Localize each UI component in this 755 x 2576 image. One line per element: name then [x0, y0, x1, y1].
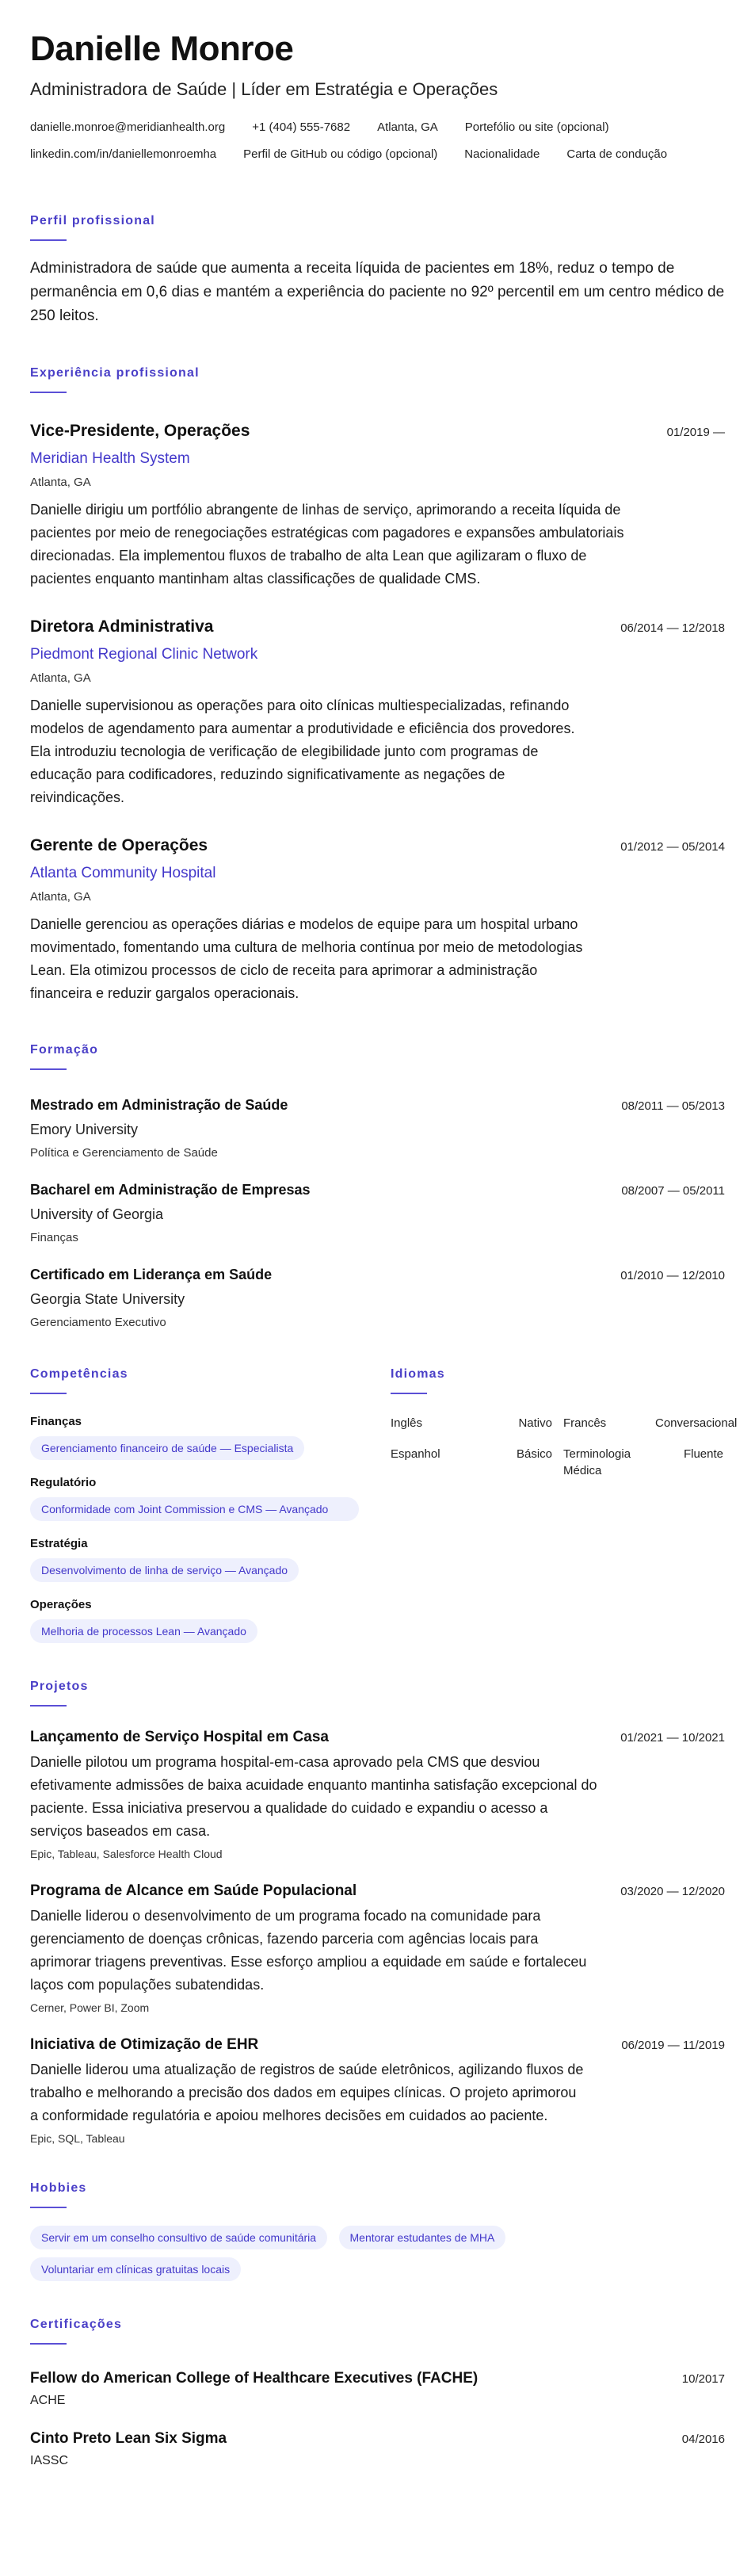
section-divider — [30, 2207, 67, 2208]
job-title: Vice-Presidente, Operações — [30, 422, 250, 441]
contact-portfolio[interactable]: Portefólio ou site (opcional) — [464, 120, 609, 135]
job-entry — [30, 836, 725, 1005]
education-school: University of Georgia — [30, 1206, 164, 1223]
contact-linkedin[interactable]: linkedin.com/in/daniellemonroemha — [30, 147, 217, 162]
job-description: Danielle gerenciou as operações diárias e modelos de equipe para um hospital urbano movimentado, fomentando uma cultura de melhoria contínua por meio de metodologias Lean. Ela otimizou processos de ciclo de receita para aprimorar a administração financeira e reduzir gargalos operacionais. — [30, 916, 583, 1002]
job-entry — [30, 617, 725, 809]
hobby-tag-list — [30, 2226, 569, 2289]
project-tech: Cerner, Power BI, Zoom — [30, 2001, 150, 2015]
section-divider — [30, 1393, 67, 1394]
profile-section — [30, 214, 725, 328]
candidate-name: Danielle Monroe — [30, 29, 294, 68]
job-date: 06/2014 — 12/2018 — [620, 621, 725, 636]
project-date: 06/2019 — 11/2019 — [621, 2039, 725, 2053]
education-date: 01/2010 — 12/2010 — [620, 1269, 725, 1283]
education-entry — [30, 1182, 725, 1244]
section-title: Idiomas — [391, 1367, 445, 1382]
skill-category: Regulatório — [30, 1476, 97, 1490]
certification-date: 04/2016 — [681, 2433, 725, 2447]
language-level: Básico — [516, 1447, 552, 1462]
job-date: 01/2012 — 05/2014 — [620, 840, 725, 854]
certifications-section — [30, 2318, 725, 2468]
hobby-tag: Voluntariar em clínicas gratuitas locais — [30, 2257, 241, 2281]
experience-section — [30, 366, 725, 1005]
language-level: Nativo — [518, 1416, 552, 1431]
job-location: Atlanta, GA — [30, 671, 91, 686]
education-degree: Bacharel em Administração de Empresas — [30, 1182, 311, 1198]
job-entry — [30, 422, 725, 590]
section-title: Competências — [30, 1367, 128, 1382]
language-level: Conversacional — [655, 1416, 738, 1431]
contact-github[interactable]: Perfil de GitHub ou código (opcional) — [243, 147, 438, 162]
section-divider — [30, 1705, 67, 1707]
project-tech: Epic, Tableau, Salesforce Health Cloud — [30, 1848, 223, 1861]
section-divider — [391, 1393, 427, 1394]
education-school: Georgia State University — [30, 1291, 185, 1308]
skill-group — [30, 1476, 391, 1521]
languages-section — [391, 1367, 738, 1643]
hobby-tag: Servir em um conselho consultivo de saúde comunitária — [30, 2226, 327, 2249]
profile-summary: Administradora de saúde que aumenta a receita líquida de pacientes em 18%, reduz o tempo de permanência em 0,6 dias e mantém a experiência do paciente no 92º percentil em um centro médico de 250 leitos. — [30, 260, 725, 325]
language-row — [391, 1446, 723, 1479]
job-location: Atlanta, GA — [30, 476, 91, 490]
skill-category: Finanças — [30, 1415, 82, 1429]
skill-tag: Conformidade com Joint Commission e CMS — Avançado — [30, 1497, 359, 1521]
job-title: Diretora Administrativa — [30, 617, 214, 636]
hobby-tag: Mentorar estudantes de MHA — [339, 2226, 506, 2249]
section-divider — [30, 1068, 67, 1070]
language-name: Terminologia Médica — [563, 1447, 631, 1478]
project-description: Danielle liderou uma atualização de registros de saúde eletrônicos, agilizando fluxos de trabalho e melhorando a precisão dos dados em equipes clínicas. O projeto aprimorou a conformidade regulatória e apoiou melhores decisões em cuidados ao paciente. — [30, 2062, 584, 2124]
education-field: Gerenciamento Executivo — [30, 1316, 166, 1330]
project-date: 03/2020 — 12/2020 — [620, 1885, 725, 1899]
skill-group — [30, 1598, 391, 1643]
education-degree: Mestrado em Administração de Saúde — [30, 1097, 288, 1114]
section-title: Experiência profissional — [30, 366, 200, 380]
education-field: Finanças — [30, 1231, 78, 1245]
skill-category: Operações — [30, 1598, 92, 1612]
job-location: Atlanta, GA — [30, 890, 91, 904]
section-divider — [30, 2343, 67, 2345]
job-description: Danielle supervisionou as operações para oito clínicas multiespecializadas, refinando modelos de agendamento para aumentar a produtividade e eficiência dos provedores. Ela introduziu tecnologia de verificação de elegibilidade junto com programas de educação para codificadores, reduzindo significativamente as negações de reivindicações. — [30, 698, 575, 806]
skill-tag: Gerenciamento financeiro de saúde — Especialista — [30, 1436, 304, 1460]
section-title: Formação — [30, 1043, 99, 1057]
certification-entry — [30, 2370, 725, 2408]
section-title: Projetos — [30, 1680, 89, 1694]
skill-group — [30, 1537, 391, 1582]
education-field: Política e Gerenciamento de Saúde — [30, 1146, 218, 1160]
education-date: 08/2011 — 05/2013 — [621, 1099, 725, 1114]
contact-nationality: Nacionalidade — [464, 147, 540, 162]
job-date: 01/2019 — — [666, 426, 725, 440]
skills-section — [30, 1367, 391, 1643]
project-entry — [30, 2036, 725, 2145]
job-description: Danielle dirigiu um portfólio abrangente de linhas de serviço, aprimorando a receita líquida de pacientes por meio de renegociações estratégicas com pagadores e expansões ambulatoriais direcionadas. Ela implementou fluxos de trabalho de alta Lean que agilizaram o fluxo de pacientes enquanto mantinham altas classificações de qualidade CMS. — [30, 502, 624, 587]
certification-issuer: ACHE — [30, 2394, 66, 2408]
education-entry — [30, 1267, 725, 1329]
language-level: Fluente — [683, 1447, 723, 1462]
contact-phone[interactable]: +1 (404) 555-7682 — [252, 120, 351, 135]
contact-email[interactable]: danielle.monroe@meridianhealth.org — [30, 120, 226, 135]
education-entry — [30, 1097, 725, 1160]
language-name: Espanhol — [391, 1447, 440, 1462]
project-description: Danielle pilotou um programa hospital-em-casa aprovado pela CMS que desviou efetivamente admissões de baixa acuidade enquanto mantinha satisfação excepcional do paciente. Essa iniciativa preservou a qualidade do cuidado e expandiu o acesso a serviços baseados em casa. — [30, 1754, 597, 1840]
language-row — [391, 1415, 738, 1431]
section-divider — [30, 392, 67, 393]
skill-category: Estratégia — [30, 1537, 88, 1551]
certification-name: Fellow do American College of Healthcare Executives (FACHE) — [30, 2370, 479, 2387]
candidate-headline: Administradora de Saúde | Líder em Estratégia e Operações — [30, 79, 498, 100]
hobbies-section — [30, 2181, 725, 2289]
resume-header — [30, 30, 725, 168]
contact-list — [30, 114, 725, 168]
certification-date: 10/2017 — [681, 2372, 725, 2387]
section-divider — [30, 239, 67, 241]
skill-tag: Desenvolvimento de linha de serviço — Avançado — [30, 1558, 299, 1582]
section-title: Perfil profissional — [30, 214, 155, 228]
certification-issuer: IASSC — [30, 2454, 69, 2468]
project-title: Programa de Alcance em Saúde Populacional — [30, 1882, 357, 1900]
language-name: Francês — [563, 1416, 607, 1431]
projects-section — [30, 1680, 725, 2145]
language-name: Inglês — [391, 1416, 423, 1431]
skill-tag: Melhoria de processos Lean — Avançado — [30, 1619, 257, 1643]
certification-name: Cinto Preto Lean Six Sigma — [30, 2430, 227, 2448]
contact-license: Carta de condução — [566, 147, 668, 162]
project-description: Danielle liderou o desenvolvimento de um programa focado na comunidade para gerenciamento de doenças crônicas, fazendo parceria com agências locais para aprimorar triagens preventivas. Esse esforço ampliou a equidade em saúde e fortaleceu laços com populações subatendidas. — [30, 1908, 587, 1993]
skill-group — [30, 1415, 391, 1460]
job-company: Atlanta Community Hospital — [30, 865, 216, 882]
project-title: Lançamento de Serviço Hospital em Casa — [30, 1729, 329, 1746]
job-title: Gerente de Operações — [30, 836, 208, 855]
job-company: Meridian Health System — [30, 450, 190, 468]
section-title: Hobbies — [30, 2181, 87, 2196]
education-section — [30, 1043, 725, 1329]
project-title: Iniciativa de Otimização de EHR — [30, 2036, 259, 2054]
job-company: Piedmont Regional Clinic Network — [30, 646, 258, 663]
contact-location: Atlanta, GA — [377, 120, 438, 135]
education-date: 08/2007 — 05/2011 — [621, 1184, 725, 1198]
certification-entry — [30, 2430, 725, 2468]
education-degree: Certificado em Liderança em Saúde — [30, 1267, 273, 1283]
project-entry — [30, 1729, 725, 1860]
project-entry — [30, 1882, 725, 2014]
project-tech: Epic, SQL, Tableau — [30, 2132, 125, 2146]
section-title: Certificações — [30, 2318, 123, 2332]
education-school: Emory University — [30, 1122, 139, 1138]
skills-languages-row — [30, 1367, 738, 1643]
project-date: 01/2021 — 10/2021 — [620, 1731, 725, 1745]
